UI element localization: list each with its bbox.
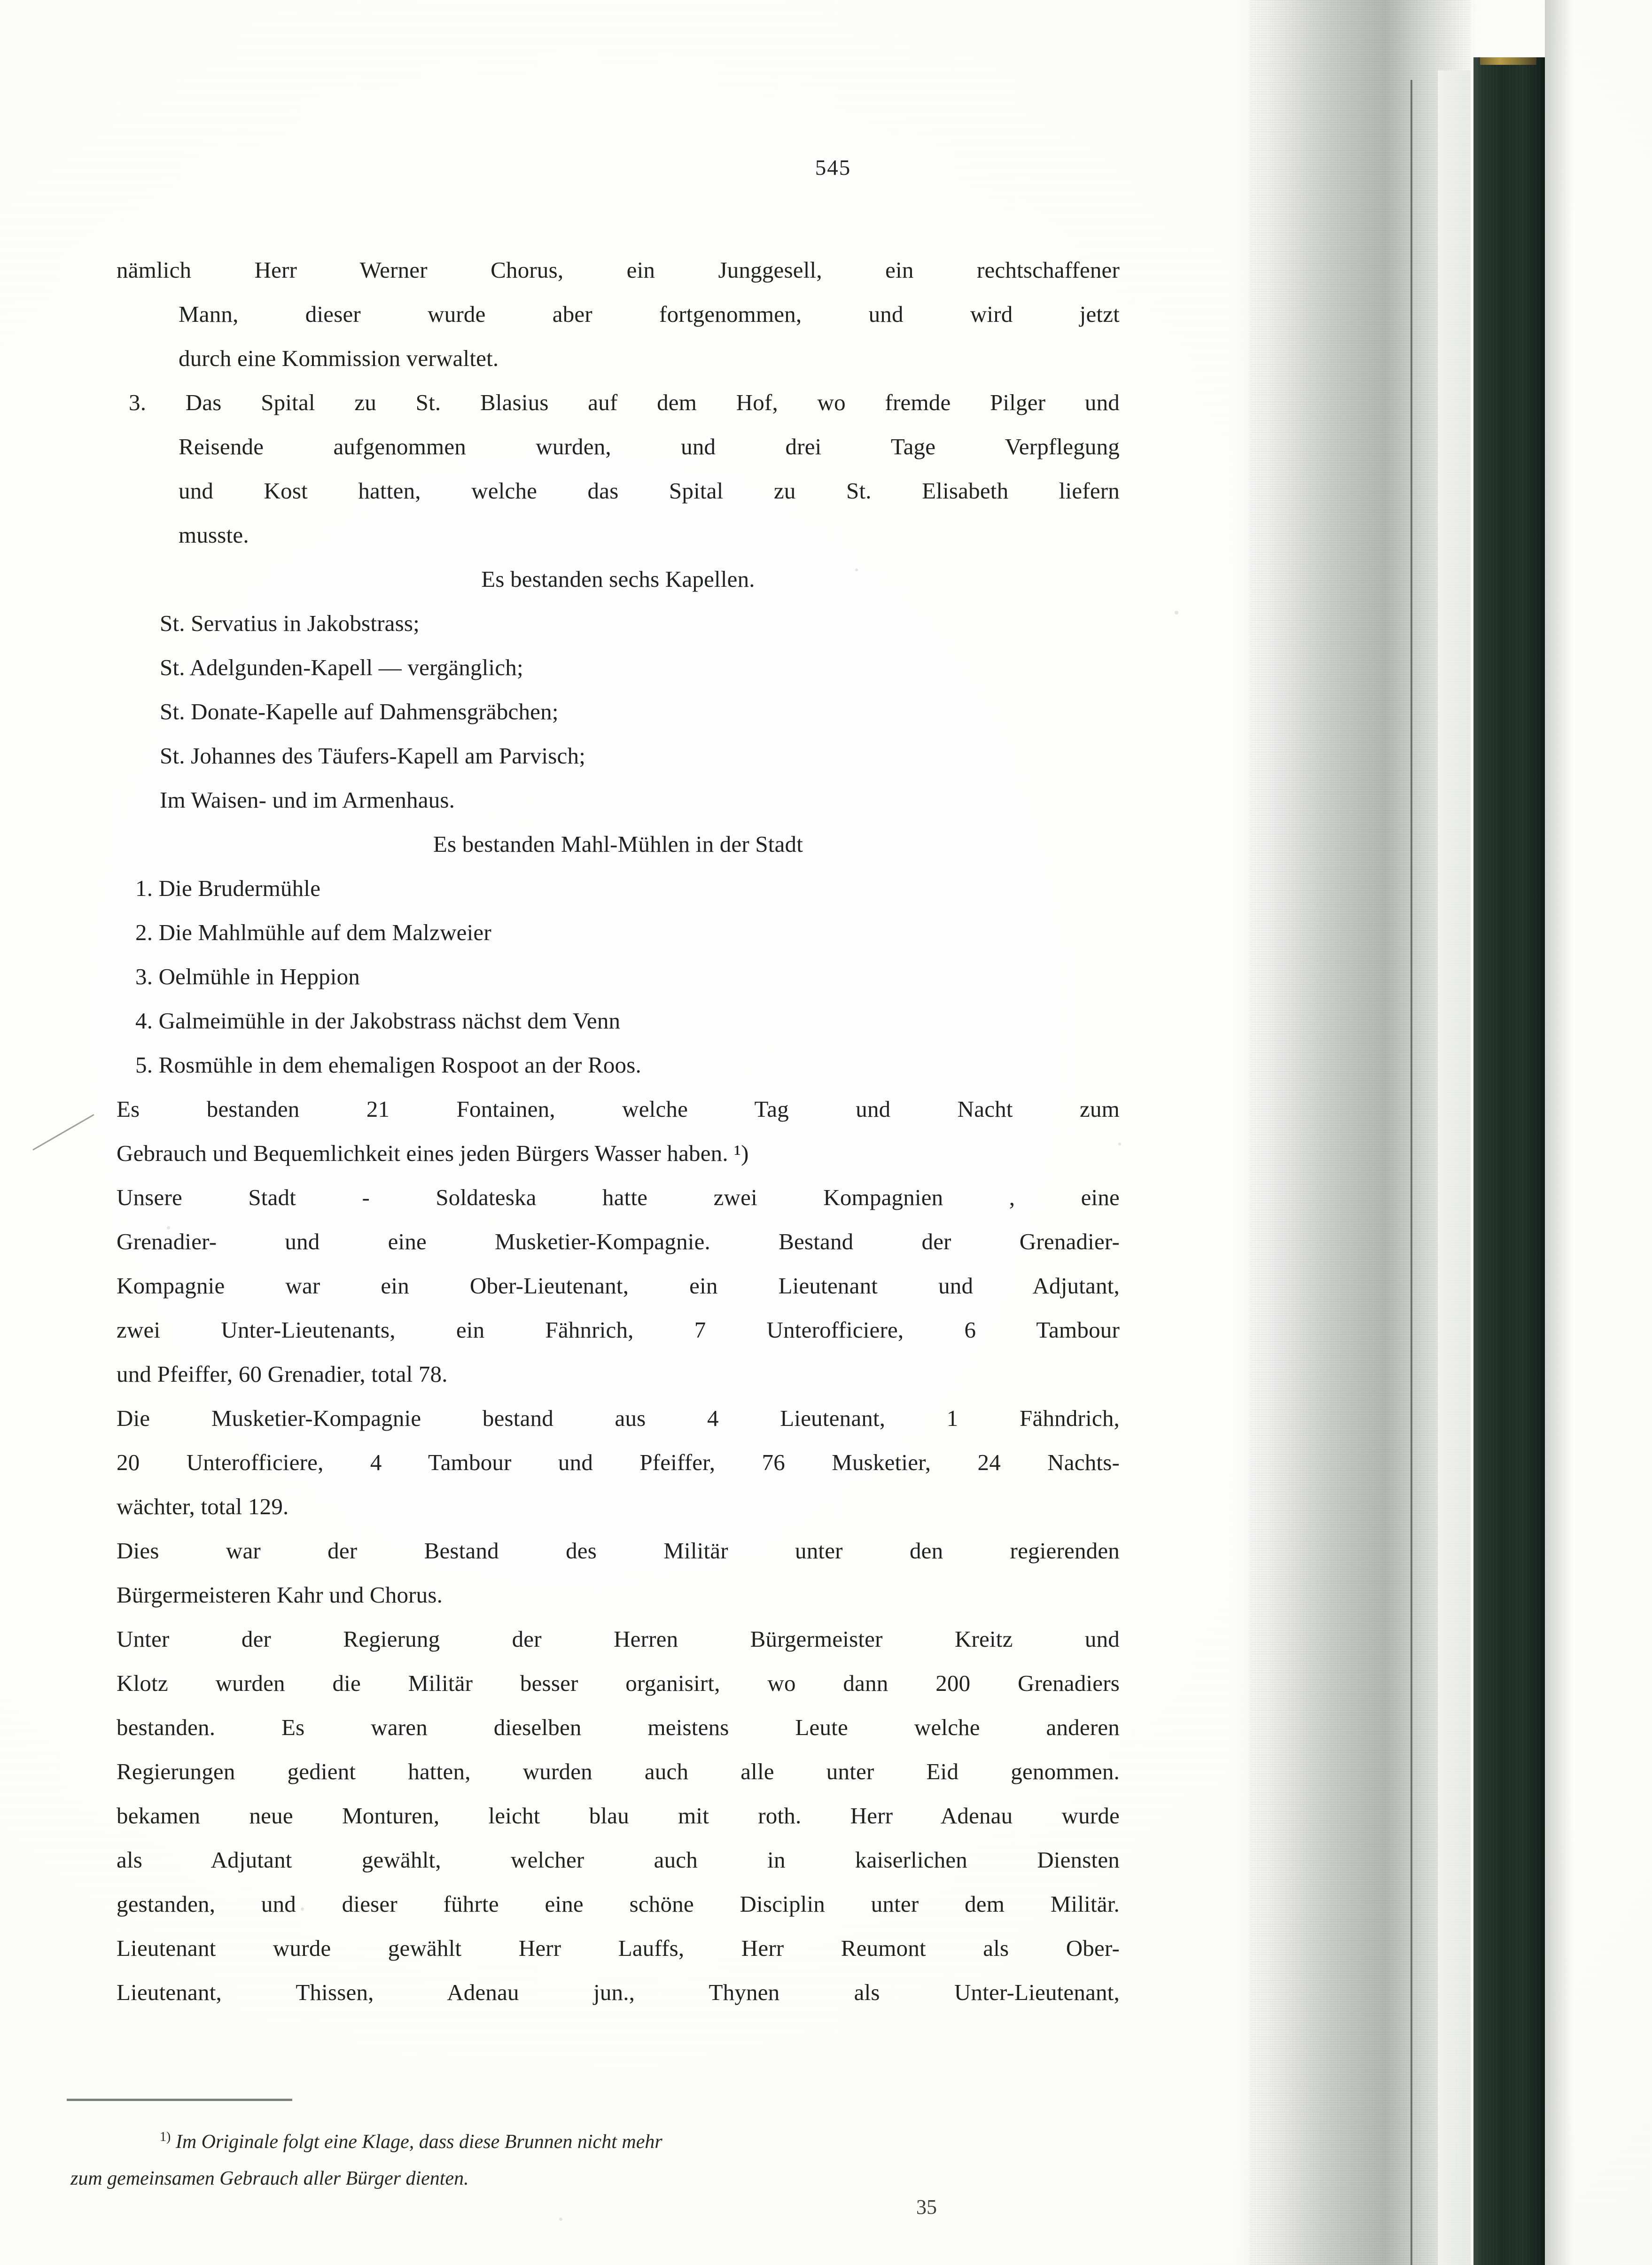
signature-mark: 35 xyxy=(916,2195,937,2218)
text-line: gestanden, und dieser führte eine schöne Disciplin unter dem Militär. xyxy=(117,1891,1120,1917)
text-line: bekamen neue Monturen, leicht blau mit roth. Herr Adenau wurde xyxy=(117,1803,1120,1829)
text-line: 2. Die Mahlmühle auf dem Malzweier xyxy=(135,919,491,945)
text-line: St. Donate-Kapelle auf Dahmensgräbchen; xyxy=(160,699,559,724)
text-line: 5. Rosmühle in dem ehemaligen Rospoot an der Roos. xyxy=(135,1052,641,1078)
text-line: Lieutenant wurde gewählt Herr Lauffs, Herr Reumont als Ober- xyxy=(117,1935,1120,1961)
text-line: Es bestanden 21 Fontainen, welche Tag und Nacht zum xyxy=(117,1096,1120,1122)
text-line: durch eine Kommission verwaltet. xyxy=(179,345,499,371)
text-line: und Pfeiffer, 60 Grenadier, total 78. xyxy=(117,1361,448,1387)
text-line: St. Servatius in Jakobstrass; xyxy=(160,610,420,636)
text-line: Im Waisen- und im Armenhaus. xyxy=(160,787,455,813)
text-line: Mann, dieser wurde aber fortgenommen, und wird jetzt xyxy=(179,301,1120,327)
board-highlight xyxy=(1438,70,1471,2265)
text-line: Die Musketier-Kompagnie bestand aus 4 Lieutenant, 1 Fähndrich, xyxy=(117,1405,1120,1431)
board-gilt-top xyxy=(1480,57,1536,65)
text-line: Kompagnie war ein Ober-Lieutenant, ein Lieutenant und Adjutant, xyxy=(117,1273,1120,1299)
footnote-line-2: zum gemeinsamen Gebrauch aller Bürger dienten. xyxy=(70,2168,469,2189)
page-number-value: 545 xyxy=(815,156,851,180)
footnote-marker: 1) xyxy=(160,2130,171,2144)
text-line: Es bestanden Mahl-Mühlen in der Stadt xyxy=(433,831,803,857)
text-line: Bürgermeisteren Kahr und Chorus. xyxy=(117,1582,443,1608)
text-line: 3. Oelmühle in Heppion xyxy=(135,964,360,989)
text-line: nämlich Herr Werner Chorus, ein Junggesell, ein rechtschaffener xyxy=(117,257,1120,283)
text-line: Regierungen gedient hatten, wurden auch alle unter Eid genommen. xyxy=(117,1759,1120,1784)
footnote-text-1: Im Originale folgt eine Klage, dass diese Brunnen nicht mehr xyxy=(175,2131,662,2153)
text-line: 4. Galmeimühle in der Jakobstrass nächst dem Venn xyxy=(135,1008,621,1034)
pencil-annotation-mark xyxy=(33,1149,94,1184)
footnote xyxy=(70,2119,1121,2197)
text-line: zwei Unter-Lieutenants, ein Fähnrich, 7 Unterofficiere, 6 Tambour xyxy=(117,1317,1120,1343)
book-board-edge xyxy=(1473,57,1545,2265)
text-line: Unter der Regierung der Herren Bürgermeister Kreitz und xyxy=(117,1626,1120,1652)
text-line: Unsere Stadt - Soldateska hatte zwei Kompagnien , eine xyxy=(117,1184,1120,1210)
text-line: Es bestanden sechs Kapellen. xyxy=(481,566,755,592)
text-line: bestanden. Es waren dieselben meistens Leute welche anderen xyxy=(117,1714,1120,1740)
text-line: Grenadier- und eine Musketier-Kompagnie. Bestand der Grenadier- xyxy=(117,1229,1120,1254)
text-line: St. Johannes des Täufers-Kapell am Parvisch; xyxy=(160,743,586,769)
text-column xyxy=(117,248,1120,2015)
text-line: Gebrauch und Bequemlichkeit eines jeden Bürgers Wasser haben. ¹) xyxy=(117,1140,749,1166)
text-line: 1. Die Brudermühle xyxy=(135,875,321,901)
text-line: Dies war der Bestand des Militär unter den regierenden xyxy=(117,1538,1120,1564)
text-line: St. Adelgunden-Kapell — vergänglich; xyxy=(160,654,523,680)
text-line: 20 Unterofficiere, 4 Tambour und Pfeiffer, 76 Musketier, 24 Nachts- xyxy=(117,1449,1120,1475)
text-line: 3. Das Spital zu St. Blasius auf dem Hof, wo fremde Pilger und xyxy=(129,389,1120,415)
footnote-line-1 xyxy=(70,2119,1121,2160)
footnote-rule xyxy=(67,2099,292,2101)
text-line: als Adjutant gewählt, welcher auch in kaiserlichen Diensten xyxy=(117,1847,1120,1873)
text-line: Reisende aufgenommen wurden, und drei Tage Verpflegung xyxy=(179,434,1120,459)
board-drop-shadow xyxy=(1545,0,1573,2265)
text-line: und Kost hatten, welche das Spital zu St. Elisabeth liefern xyxy=(179,478,1120,504)
text-line: musste. xyxy=(179,522,249,548)
text-line: Lieutenant, Thissen, Adenau jun., Thynen als Unter-Lieutenant, xyxy=(117,1979,1120,2005)
text-line: Klotz wurden die Militär besser organisirt, wo dann 200 Grenadiers xyxy=(117,1670,1120,1696)
text-line: wächter, total 129. xyxy=(117,1494,289,1519)
page-crease-line xyxy=(1410,80,1412,2265)
